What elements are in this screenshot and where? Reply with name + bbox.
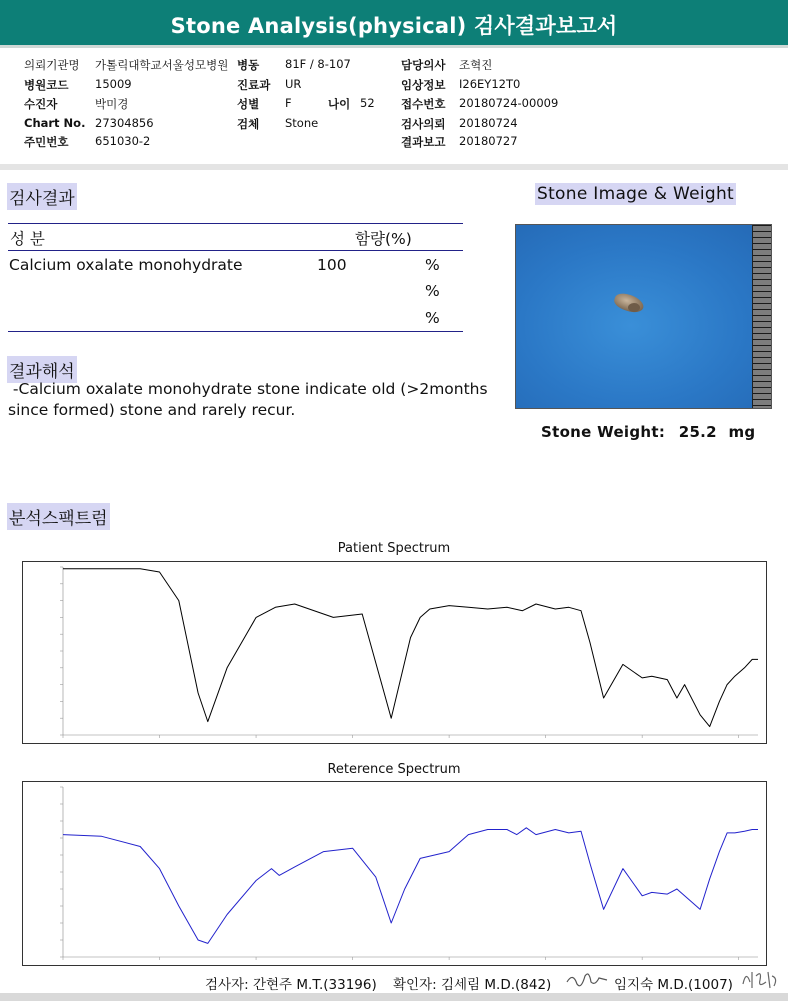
request-date-value: 20180724 (459, 116, 518, 130)
ruler-scale (752, 225, 771, 408)
id-no-value: 651030-2 (95, 134, 151, 148)
patient-spectrum-svg (23, 562, 766, 743)
table-header-rule (8, 250, 463, 251)
sex-value: F (285, 96, 292, 110)
results-heading: 검사결과 (7, 183, 77, 210)
confirmer-2-signature: 임지숙 M.D.(1007) (614, 977, 733, 993)
institution-label: 의뢰기관명 (24, 58, 80, 72)
report-title: Stone Analysis(physical) 검사결과보고서 (170, 14, 618, 38)
interpretation-heading: 결과해석 (7, 356, 77, 383)
signature-mark-2 (740, 966, 780, 992)
table-top-rule (8, 223, 463, 224)
institution-value: 가톨릭대학교서울성모병원 (95, 58, 229, 72)
result-row-1-name: Calcium oxalate monohydrate (9, 256, 243, 274)
report-date-label: 결과보고 (401, 135, 446, 149)
age-label: 나이 (328, 97, 351, 111)
result-row-1-unit: % (425, 256, 440, 274)
patient-spectrum-chart (22, 561, 767, 744)
stone-specimen-shadow (628, 303, 640, 312)
doctor-label: 담당의사 (401, 58, 446, 72)
stone-specimen (612, 291, 645, 315)
id-no-label: 주민번호 (24, 135, 69, 149)
doctor-value: 조혁진 (459, 58, 493, 72)
receipt-no-label: 접수번호 (401, 97, 446, 111)
footer-bar (0, 993, 788, 1001)
hospital-code-label: 병원코드 (24, 78, 69, 92)
request-date-label: 검사의뢰 (401, 117, 446, 131)
stone-weight-unit: mg (728, 423, 756, 441)
ward-value: 81F / 8-107 (285, 57, 351, 71)
table-bottom-rule (8, 331, 463, 332)
sex-label: 성별 (237, 97, 260, 111)
department-label: 진료과 (237, 78, 271, 92)
collector-label: 수진자 (24, 97, 58, 111)
section-divider (0, 164, 788, 170)
clinical-info-value: I26EY12T0 (459, 77, 521, 91)
stone-weight-label: Stone Weight: (541, 423, 666, 441)
signature-mark-1 (565, 968, 609, 990)
stone-photo (515, 224, 772, 409)
col-component-header: 성 분 (10, 230, 45, 248)
interpretation-line-1: -Calcium oxalate monohydrate stone indicate old (>2months (8, 380, 488, 398)
stone-weight (541, 423, 755, 441)
reference-spectrum-svg (23, 782, 766, 965)
hospital-code-value: 15009 (95, 77, 132, 91)
chart-no-value: 27304856 (95, 116, 154, 130)
reference-spectrum-title: Reterence Spectrum (327, 762, 461, 777)
ward-label: 병동 (237, 58, 260, 72)
clinical-info-label: 임상정보 (401, 78, 446, 92)
age-value: 52 (360, 96, 375, 110)
spectrum-line (63, 828, 758, 944)
spectrum-line (63, 569, 758, 727)
result-row-2-unit: % (425, 282, 440, 300)
department-value: UR (285, 77, 302, 91)
report-title-bar (0, 0, 788, 48)
receipt-no-value: 20180724-00009 (459, 96, 559, 110)
chart-no-label: Chart No. (24, 116, 86, 130)
reference-spectrum-chart (22, 781, 767, 966)
specimen-value: Stone (285, 116, 319, 130)
report-date-value: 20180727 (459, 134, 518, 148)
collector-value: 박미경 (95, 97, 129, 111)
examiner-signature: 검사자: 간현주 M.T.(33196) (205, 977, 377, 993)
patient-spectrum-title: Patient Spectrum (337, 541, 451, 556)
stone-weight-value: 25.2 (678, 423, 717, 441)
spectrum-heading: 분석스팩트럼 (7, 503, 110, 530)
interpretation-line-2: since formed) stone and rarely recur. (8, 401, 296, 419)
col-content-header: 함량(%) (355, 230, 412, 248)
specimen-label: 검체 (237, 117, 260, 131)
result-row-1-value: 100 (317, 256, 347, 274)
stone-image-heading: Stone Image & Weight (537, 184, 735, 204)
confirmer-1-signature: 확인자: 김세림 M.D.(842) (393, 977, 552, 993)
result-row-3-unit: % (425, 309, 440, 327)
